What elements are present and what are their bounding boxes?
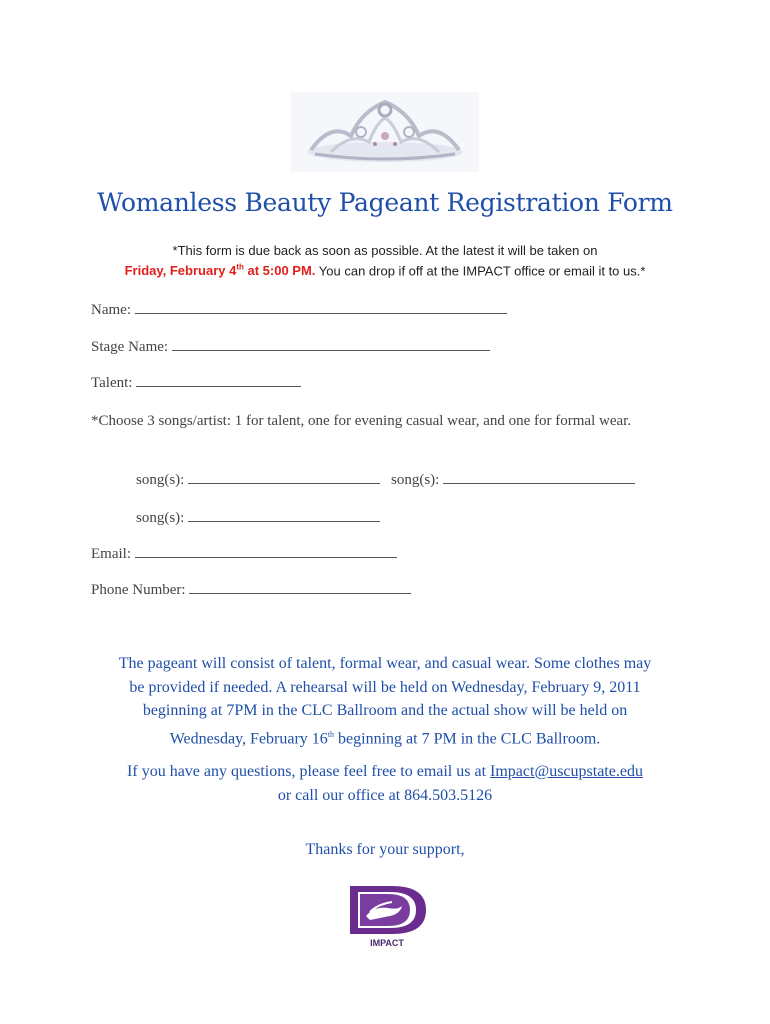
stage-name-label: Stage Name: [91, 339, 169, 355]
logo-text: IMPACT [370, 938, 404, 948]
name-field[interactable] [91, 300, 507, 319]
song-label-1: song(s): [136, 472, 185, 488]
song-input-line-2[interactable] [443, 470, 635, 484]
songs-instructions: *Choose 3 songs/artist: 1 for talent, one for evening casual wear, and one for formal wear. [91, 413, 632, 429]
name-input-line[interactable] [135, 300, 507, 314]
contact-line1: If you have any questions, please feel free to email us at Impact@uscupstate.edu [127, 763, 643, 780]
impact-email-link[interactable]: Impact@uscupstate.edu [490, 763, 643, 780]
tiara-image [291, 92, 479, 172]
talent-label: Talent: [91, 375, 133, 391]
impact-logo [340, 880, 434, 950]
pageant-info [0, 652, 770, 750]
song-field-3[interactable] [136, 508, 380, 527]
email-label: Email: [91, 546, 131, 562]
pageant-info-line4: Wednesday, February 16th beginning at 7 PM in the CLC Ballroom. [169, 729, 601, 747]
due-notice-line1: *This form is due back as soon as possible. At the latest it will be taken on [172, 243, 598, 258]
contact-line2: or call our office at 864.503.5126 [277, 786, 493, 804]
due-notice-rest: You can drop if off at the IMPACT office or email it to us.* [315, 263, 646, 279]
form-title: Womanless Beauty Pageant Registration Form [97, 188, 673, 217]
phone-label: Phone Number: [91, 582, 186, 598]
due-notice-line2 [0, 263, 770, 278]
email-field[interactable] [91, 544, 397, 563]
due-date: Friday, February 4th at 5:00 PM. [124, 263, 316, 279]
pageant-info-line3: beginning at 7PM in the CLC Ballroom and the actual show will be held on [142, 702, 628, 719]
song-input-line-3[interactable] [188, 508, 380, 522]
name-label: Name: [91, 302, 131, 318]
thanks-text: Thanks for your support, [305, 841, 465, 858]
contact-info [0, 760, 770, 807]
phone-input-line[interactable] [189, 580, 411, 594]
stage-name-field[interactable] [91, 337, 490, 356]
pageant-info-line2: be provided if needed. A rehearsal will be held on Wednesday, February 9, 2011 [129, 678, 641, 696]
song-label-2: song(s): [391, 472, 440, 488]
stage-name-input-line[interactable] [172, 337, 490, 351]
talent-field[interactable] [91, 373, 301, 392]
talent-input-line[interactable] [136, 373, 301, 387]
phone-field[interactable] [91, 580, 411, 599]
pageant-info-line1: The pageant will consist of talent, formal wear, and casual wear. Some clothes may [118, 655, 652, 672]
email-input-line[interactable] [135, 544, 397, 558]
song-field-2[interactable] [391, 470, 635, 489]
song-field-1[interactable] [136, 470, 380, 489]
song-input-line-1[interactable] [188, 470, 380, 484]
song-label-3: song(s): [136, 510, 185, 526]
